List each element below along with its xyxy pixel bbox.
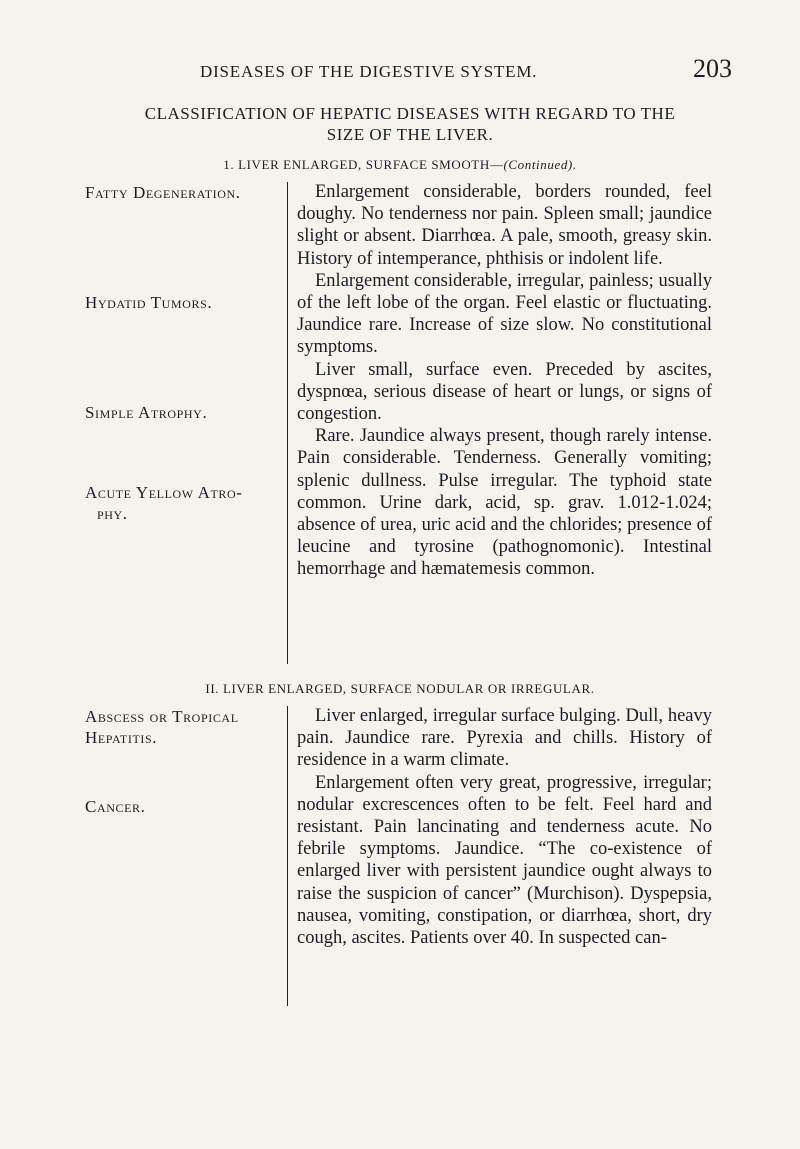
section-1-heading-text: 1. LIVER ENLARGED, SURFACE SMOOTH— bbox=[223, 157, 504, 172]
description-simple-atrophy: Liver small, surface even. Preceded by ascites, dyspnœa, serious disease of heart or lungs, or signs of congestion. bbox=[297, 359, 712, 425]
section-2-terms bbox=[85, 706, 285, 1006]
term-hydatid-tumors: Hydatid Tumors. bbox=[85, 293, 213, 312]
description-hydatid-tumors: Enlargement considerable, irregular, painless; usually of the left lobe of the organ. Feel elastic or fluctuating. Jaundice rare. Increase of size slow. No constitutional symptoms. bbox=[297, 270, 712, 358]
running-title: DISEASES OF THE DIGESTIVE SYSTEM. bbox=[200, 62, 538, 81]
term-simple-atrophy: Simple Atrophy. bbox=[85, 403, 208, 422]
running-head bbox=[0, 40, 800, 83]
term-acute-yellow-atrophy bbox=[85, 482, 305, 524]
description-fatty-degeneration: Enlargement considerable, borders rounded, feel doughy. No tenderness nor pain. Spleen small; jaundice slight or absent. Diarrhœa. A pale, smooth, greasy skin. History of intemperance, phthisis or indolent life. bbox=[297, 182, 712, 269]
term-acute-yellow-atrophy-line-1: Acute Yellow Atro- bbox=[85, 483, 243, 502]
page-number: 203 bbox=[693, 54, 732, 83]
page-title-line-2: SIZE OF THE LIVER. bbox=[326, 125, 494, 144]
term-abscess-line-1: Abscess or Tropical bbox=[85, 707, 239, 726]
column-rule-section-2 bbox=[287, 706, 288, 1006]
section-2-heading: II. LIVER ENLARGED, SURFACE NODULAR OR IRREGULAR. bbox=[205, 681, 595, 696]
term-abscess-line-2: Hepatitis. bbox=[85, 728, 158, 747]
term-abscess-tropical-hepatitis bbox=[85, 706, 305, 748]
section-1-terms bbox=[85, 182, 285, 672]
description-acute-yellow-atrophy: Rare. Jaundice always present, though rarely intense. Pain considerable. Tenderness. Generally vomiting; splenic dullness. Pulse irregular. The typhoid state common. Urine dark, acid, sp. grav. 1.012-1.024; absence of urea, uric acid and the chlorides; presence of leucine and tyrosine (pathognomonic). Intestinal hemorrhage and hæmatemesis common. bbox=[297, 426, 712, 580]
column-rule-section-1 bbox=[287, 182, 288, 664]
term-acute-yellow-atrophy-line-2: phy. bbox=[97, 504, 128, 523]
term-fatty-degeneration: Fatty Degeneration. bbox=[85, 183, 241, 202]
page-title-line-1: CLASSIFICATION OF HEPATIC DISEASES WITH REGARD TO THE bbox=[144, 104, 676, 123]
section-2-descriptions bbox=[297, 705, 712, 949]
description-abscess-tropical-hepatitis: Liver enlarged, irregular surface bulging. Dull, heavy pain. Jaundice rare. Pyrexia and chills. History of residence in a warm climate. bbox=[297, 706, 712, 771]
page-title bbox=[80, 103, 740, 145]
section-1-heading-continued: (Continued). bbox=[503, 157, 577, 172]
section-1-descriptions bbox=[297, 181, 712, 581]
description-cancer: Enlargement often very great, progressive, irregular; nodular excrescences often to be felt. Feel hard and resistant. Pain lancinating and tenderness acute. No febrile symptoms. Jaundice. “The co-existence of enlarged liver with persistent jaundice ought always to raise the suspicion of cancer” (Murchison). Dyspepsia, nausea, vomiting, constipation, or diarrhœa, short, dry cough, ascites. Patients over 40. In suspected can- bbox=[297, 772, 712, 949]
section-1-heading bbox=[0, 157, 800, 173]
term-cancer: Cancer. bbox=[85, 797, 146, 816]
